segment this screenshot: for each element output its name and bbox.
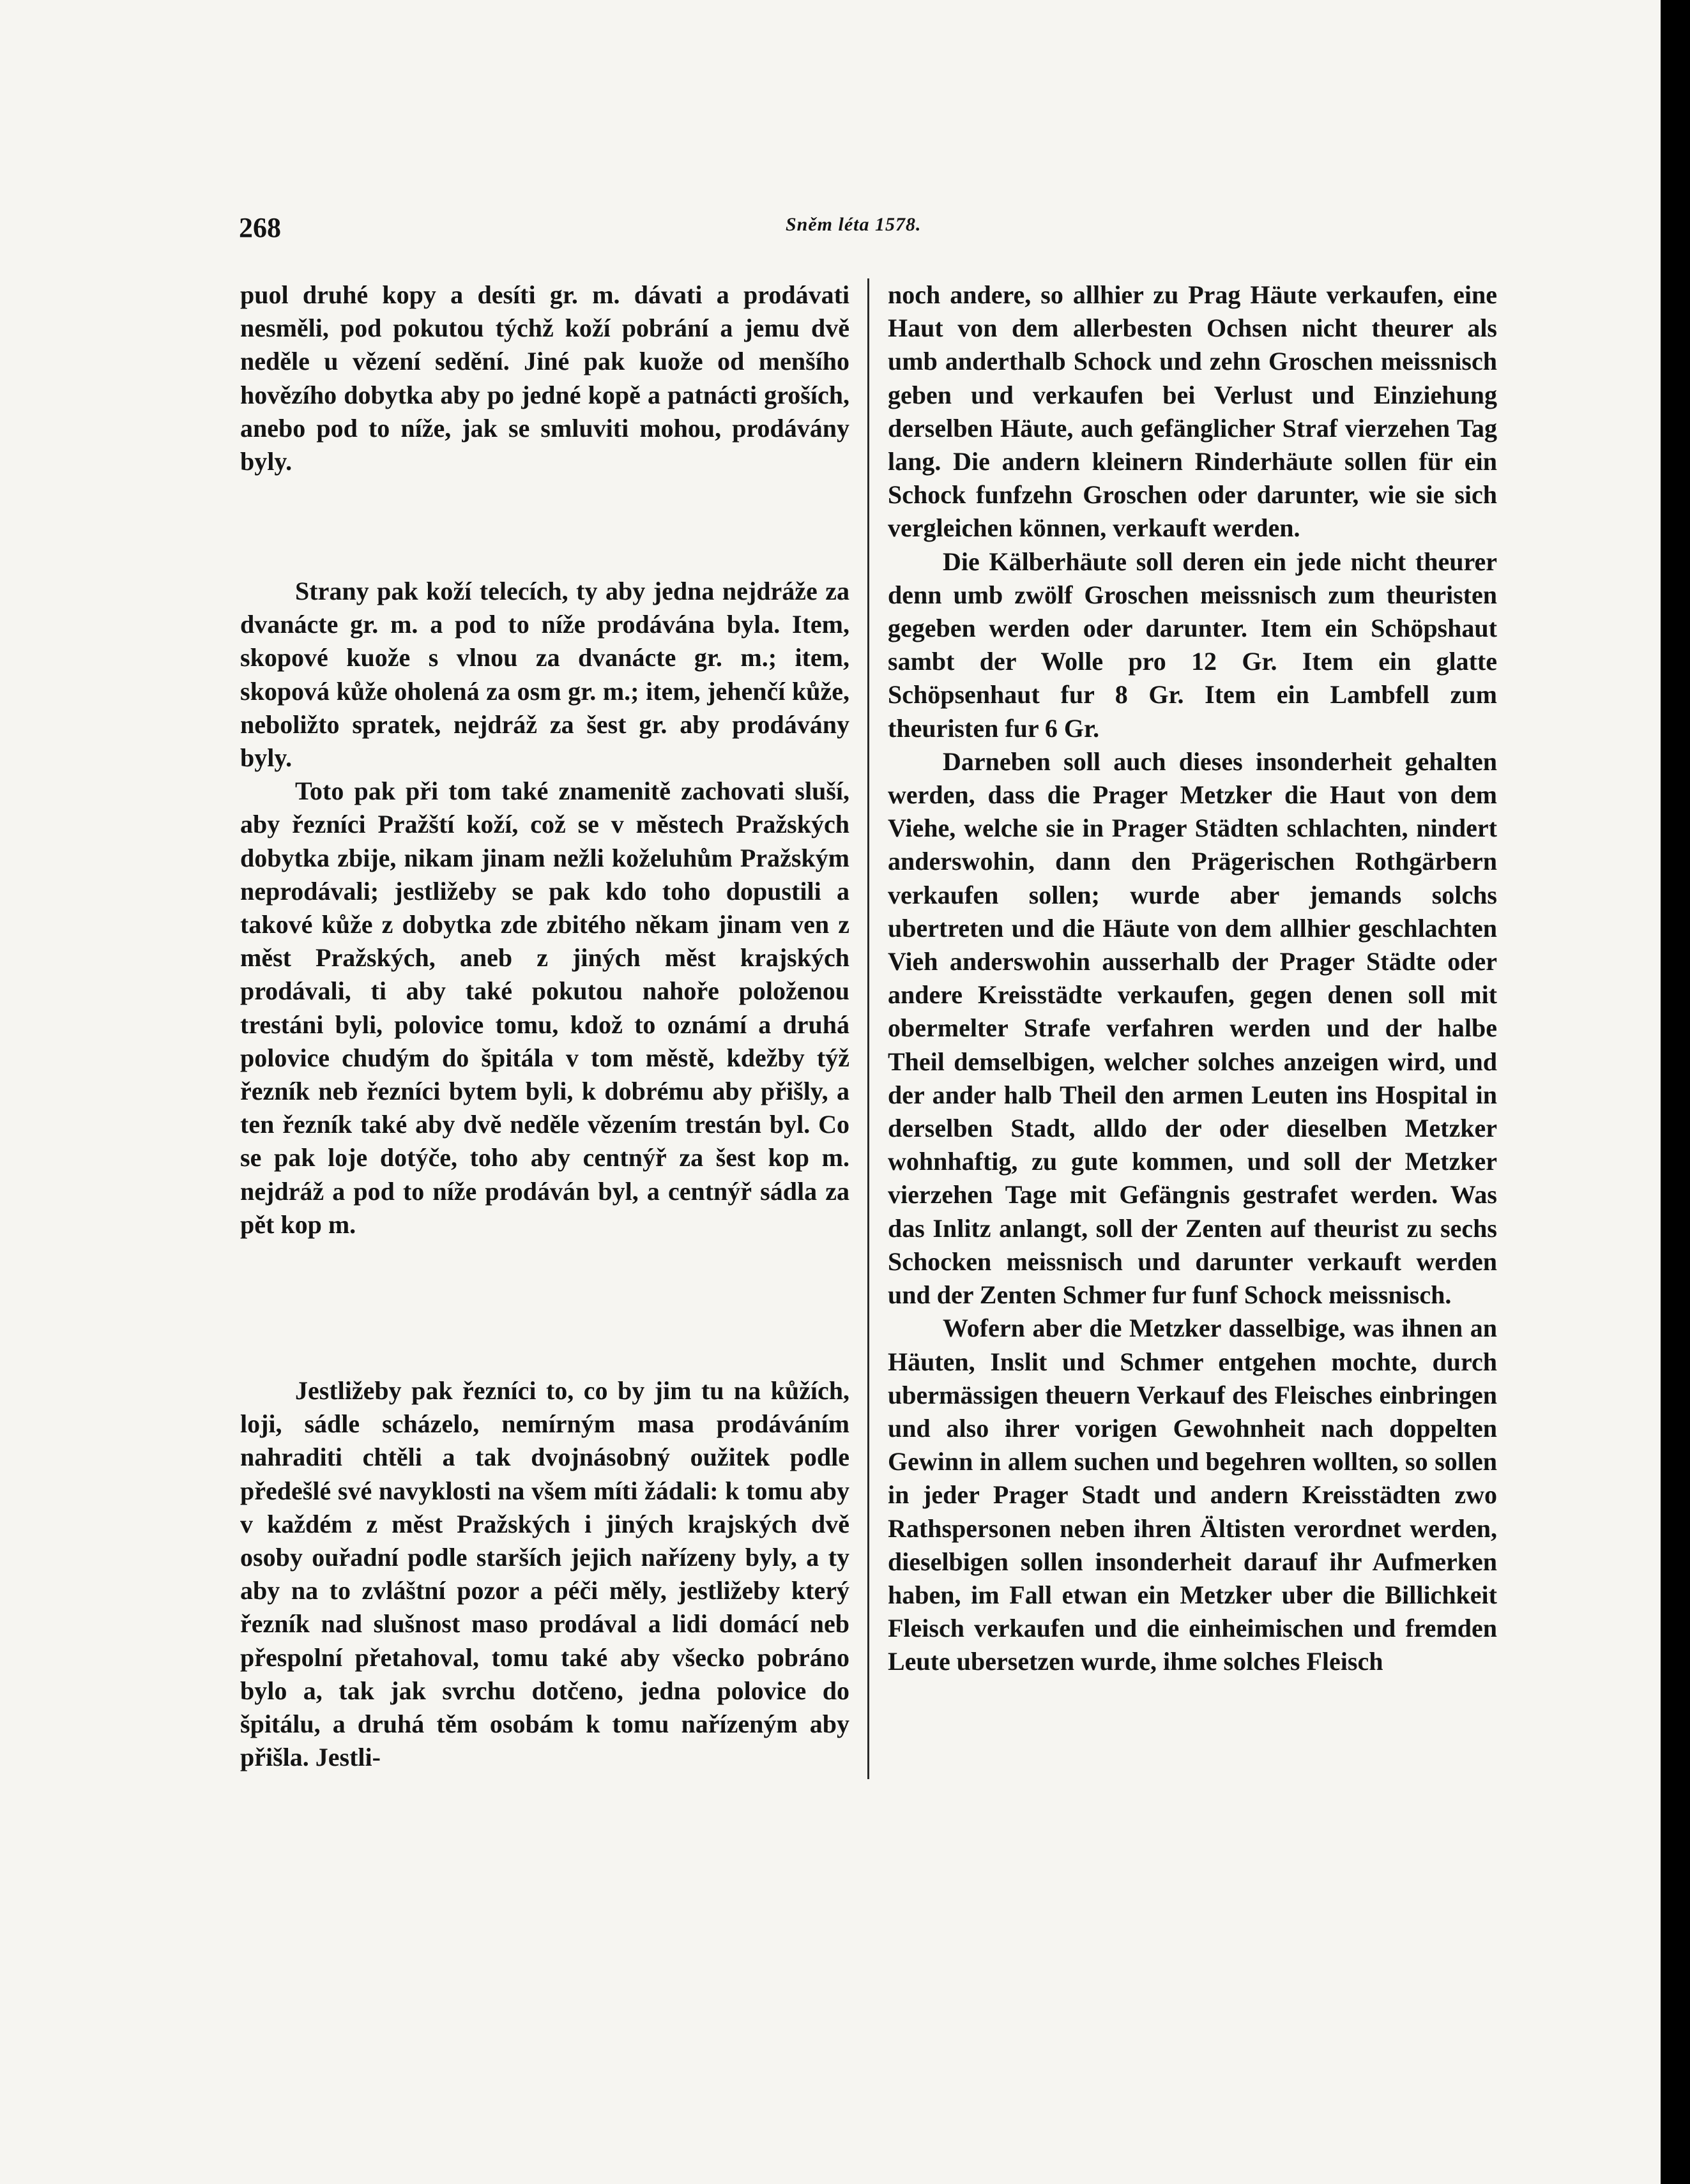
left-column-czech-paragraph-2-3 (240, 575, 849, 1241)
paragraph: Die Kälberhäute soll deren ein jede nicht theurer denn umb zwölf Groschen meissnisch zum theuristen gegeben werden oder darunter. Item ein Schöpshaut sambt der Wolle pro 12 Gr. Item ein glatte Schöpsenhaut fur 8 Gr. Item ein Lambfell zum theuristen fur 6 Gr. (888, 547, 1497, 743)
paragraph: Toto pak při tom také znamenitě zachovati sluší, aby řezníci Pražští koží, což se v městech Pražských dobytka zbije, nikam jinam nežli koželuhům Pražským neprodávali; jestližeby se pak kdo toho dopustili a takové kůže z dobytka zde zbitého někam jinam ven z měst Pražských, aneb z jiných měst krajských prodávali, ti aby také pokutou nahoře položenou trestáni byli, polovice tomu, kdož to oznámí a druhá polovice chudým do špitála v tom městě, kdežby týž řezník neb řezníci bytem byli, k dobrému aby přišly, a ten řezník také aby dvě neděle vězením trestán byl. Co se pak loje dotýče, toho aby centnýř za šest kop m. nejdráž a pod to níže prodáván byl, a centnýř sádla za pět kop m. (240, 777, 849, 1239)
paragraph: Strany pak koží telecích, ty aby jedna nejdráže za dvanácte gr. m. a pod to níže prodávána byla. Item, skopové kuože s vlnou za dvanácte gr. m.; item, skopová kůže oholená za osm gr. m.; item, jehenčí kůže, neboližto spratek, nejdráž za šest gr. aby prodávány byly. (240, 577, 849, 773)
right-column-german (888, 278, 1497, 1679)
left-column-czech-paragraph-1 (240, 278, 849, 478)
paragraph: Jestližeby pak řezníci to, co by jim tu na kůžích, loji, sádle scházelo, nemírným masa prodáváním nahraditi chtěli a tak dvojnásobný oužitek podle předešlé své navyklosti na všem míti žádali: k tomu aby v každém z měst Pražských i jiných krajských dvě osoby ouřadní podle starších jejich nařízeny byly, a ty aby na to zvláštní pozor a péči měly, jestližeby který řezník nad slušnost maso prodával a lidi domácí neb přespolní přetahoval, tomu také aby všecko pobráno bylo a, tak jak svrchu dotčeno, jedna polovice do špitálu, a druhá těm osobám k tomu nařízeným aby přišla. Jestli- (240, 1376, 849, 1772)
running-title: Sněm léta 1578. (786, 214, 922, 235)
paragraph: noch andere, so allhier zu Prag Häute verkaufen, eine Haut von dem allerbesten Ochsen nicht theurer als umb anderthalb Schock und zehn Groschen meissnisch geben und verkaufen bei Verlust und Einziehung derselben Häute, auch gefänglicher Straf vierzehen Tag lang. Die andern kleinern Rinderhäute sollen für ein Schock funfzehn Groschen oder darunter, wie sie sich vergleichen können, verkauft werden. (888, 280, 1497, 543)
paragraph: Wofern aber die Metzker dasselbige, was ihnen an Häuten, Inslit und Schmer entgehen mochte, durch ubermässigen theuern Verkauf des Fleisches einbringen und also ihrer vorigen Gewohnheit nach doppelten Gewinn in allem suchen und begehren wollten, so sollen in jeder Prager Stadt und andern Kreisstädten zwo Rathspersonen neben ihren Ältisten verordnet werden, dieselbigen sollen insonderheit darauf ihr Aufmerken haben, im Fall etwan ein Metzker uber die Billichkeit Fleisch verkaufen und die einheimischen und fremden Leute ubersetzen wurde, ihme solches Fleisch (888, 1314, 1497, 1676)
column-divider (867, 278, 869, 1779)
paragraph: Darneben soll auch dieses insonderheit gehalten werden, dass die Prager Metzker die Haut von dem Viehe, welche sie in Prager Städten schlachten, nindert anderswohin, dann den Prägerischen Rothgärbern verkaufen sollen; wurde aber jemands solchs ubertreten und die Häute von dem allhier geschlachten Vieh anderswohin ausserhalb der Prager Städte oder andere Kreisstädte verkaufen, gegen denen soll mit obermelter Strafe verfahren werden und der halbe Theil demselbigen, welcher solches anzeigen wird, und der ander halb Theil den armen Leuten ins Hospital in derselben Stadt, alldo der oder dieselben Metzker wohnhaftig, zu gute kommen, und soll der Metzker vierzehen Tage mit Gefängnis gestrafet werden. Was das Inlitz anlangt, soll der Zenten auf theurist zu sechs Schocken meissnisch und darunter verkauft werden und der Zenten Schmer fur funf Schock meissnisch. (888, 747, 1497, 1310)
paragraph: puol druhé kopy a desíti gr. m. dávati a prodávati nesměli, pod pokutou týchž koží pobrání a jemu dvě neděle u vězení sedění. Jiné pak kuože od menšího hovězího dobytka aby po jedné kopě a patnácti groších, anebo pod to níže, jak se smluviti mohou, prodávány byly. (240, 280, 849, 476)
left-column-czech-paragraph-4 (240, 1374, 849, 1774)
page-number: 268 (239, 212, 281, 243)
